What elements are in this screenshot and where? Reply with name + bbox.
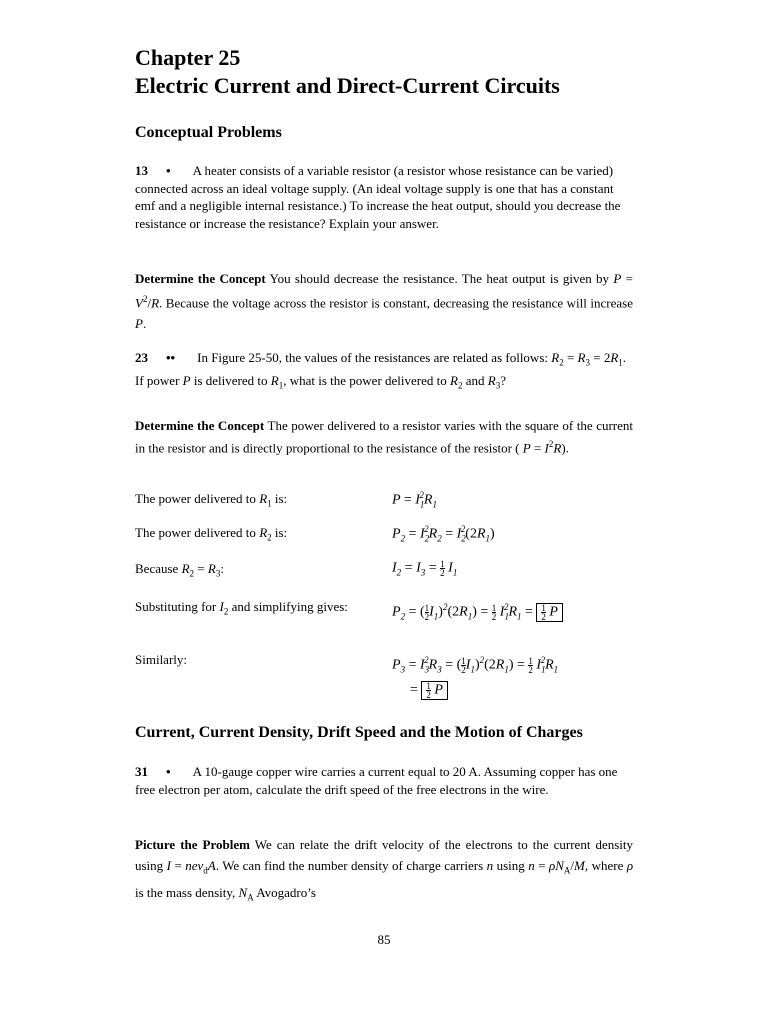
answer-heading: Picture the Problem (135, 837, 250, 852)
step-2-label: The power delivered to $R_2$ is: (135, 525, 288, 543)
problem-31 (135, 763, 633, 798)
difficulty-dots: • (166, 163, 171, 178)
chapter-heading (135, 44, 560, 100)
boxed-answer: $\frac{1}{2}$ P (421, 681, 448, 700)
problem-number: 13 (135, 163, 148, 178)
answer-13: Determine the Concept You should decrease the resistance. The heat output is given by $P = V^2/R$. Because the voltage across the resistor is constant, decreasing the resistance will increase P. (135, 271, 633, 332)
problem-number: 23 (135, 350, 148, 365)
problem-text: A 10-gauge copper wire carries a current equal to 20 A. Assuming copper has one free electron per atom, calculate the drift speed of the free electrons in the wire. (135, 764, 618, 797)
step-1-label: The power delivered to $R_1$ is: (135, 491, 288, 509)
difficulty-dots: • (166, 764, 171, 779)
step-1-equation: $P = I_1^2R_1$ (392, 490, 437, 510)
chapter-number: Chapter 25 (135, 45, 241, 70)
page-number: 85 (377, 932, 391, 947)
section-heading-current: Current, Current Density, Drift Speed and the Motion of Charges (135, 724, 583, 741)
step-5-label: Similarly: (135, 652, 187, 667)
problem-23: 23 •• In Figure 25-50, the values of the resistances are related as follows: $R_2 = R_3 = 2R_1$. If power P is delivered to $R_1$, what is the power delivered to $R_2$ and $R_3$? (135, 350, 627, 391)
step-3-label: Because $R_2 = R_3$: (135, 561, 224, 579)
problem-number: 31 (135, 764, 148, 779)
step-5-result: = $\frac{1}{2}$ P (410, 681, 448, 700)
step-5-equation: $P_3 = I_3^2R_3$ = ( $\frac{1}{2}$ $I_1)^2(2R_1)$ = $\frac{1}{2}$ $I_1^2R_1$ (392, 655, 559, 675)
problem-13 (135, 162, 633, 232)
answer-heading: Determine the Concept (135, 271, 266, 286)
answer-heading: Determine the Concept (135, 418, 265, 433)
answer-23: Determine the Concept The power delivered to a resistor varies with the square of the current in the resistor and is directly proportional to the resistance of the resistor ( $P = I^2R$). (135, 418, 634, 456)
step-2-equation: $P_2 = I_2^2R_2 = I_2^2(2R_1)$ (392, 524, 495, 544)
step-3-equation: $I_2 = I_3$ = $\frac{1}{2}$ $I_1$ (392, 559, 458, 578)
difficulty-dots: •• (166, 350, 176, 365)
chapter-title: Electric Current and Direct-Current Circuits (135, 73, 560, 98)
step-4-label: Substituting for $I_2$ and simplifying gives: (135, 599, 348, 617)
equation: P (613, 271, 622, 286)
boxed-answer: $\frac{1}{2}$ P (536, 603, 563, 622)
problem-text: A heater consists of a variable resistor (a resistor whose resistance can be varied) connected across an ideal voltage supply. (An ideal voltage supply is one that has a constant emf and a negligible internal resistance.) To increase the heat output, should you decrease the resistance or increase the resistance? Explain your answer. (135, 163, 621, 231)
section-heading-conceptual: Conceptual Problems (135, 124, 282, 141)
step-4-equation: $P_2$ = ( $\frac{1}{2}$ $I_1)^2(2R_1)$ = $\frac{1}{2}$ $I_1^2R_1$ = $\frac{1}{2}$ P (392, 602, 563, 622)
answer-31: Picture the Problem We can relate the drift velocity of the electrons to the current density using I = nev$_d$A. We can find the number density of charge carriers n using $n = \rho N_A/M$, where ρ is the mass density, $N_A$ Avogadro’s (135, 837, 634, 903)
